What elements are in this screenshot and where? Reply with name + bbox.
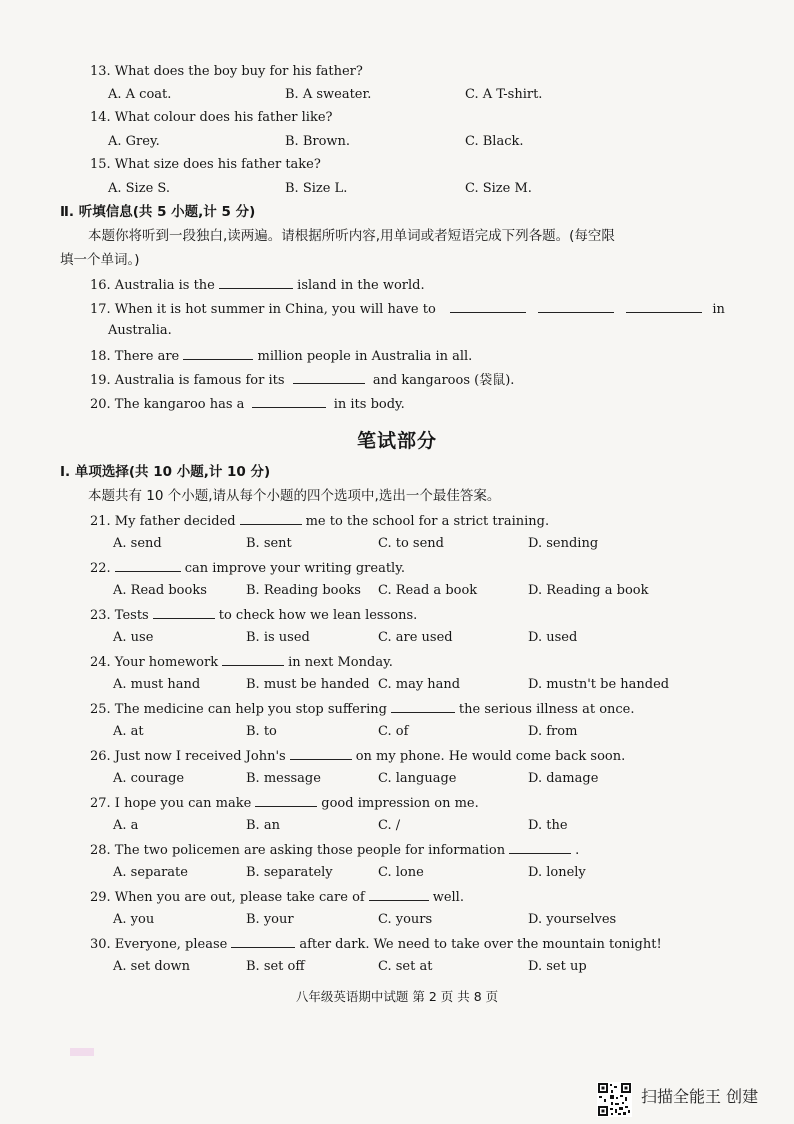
question-text-end: good impression on me. (321, 796, 479, 811)
option-30b[interactable]: B. set off (246, 959, 305, 974)
question-22 (90, 559, 405, 577)
option-29c[interactable]: C. yours (378, 912, 433, 927)
question-17-text-end: in (712, 302, 725, 317)
option-24c[interactable]: C. may hand (378, 677, 461, 692)
option-26b[interactable]: B. message (246, 771, 321, 786)
answer-blank[interactable] (231, 935, 295, 948)
section-1-instructions: 本题共有 10 个小题,请从每个小题的四个选项中,选出一个最佳答案。 (88, 488, 501, 504)
question-text: 27. I hope you can make (90, 796, 252, 811)
option-29a[interactable]: A. you (113, 912, 155, 927)
question-25 (90, 700, 635, 718)
question-13: 13. What does the boy buy for his father? (90, 64, 363, 79)
option-28c[interactable]: C. lone (378, 865, 424, 880)
section-2-instructions-cont: 填一个单词。) (60, 252, 140, 268)
question-23 (90, 606, 417, 624)
question-text-end: well. (432, 890, 464, 905)
option-14c: C. Black. (465, 134, 524, 149)
question-24 (90, 653, 393, 671)
option-15b: B. Size L. (285, 181, 348, 196)
question-17-cont: Australia. (108, 323, 172, 338)
question-19-text: 19. Australia is famous for its (90, 373, 285, 388)
question-text-end: . (575, 843, 580, 858)
question-19-text-end: and kangaroos (袋鼠). (372, 373, 515, 388)
answer-blank[interactable] (509, 841, 571, 854)
scanner-watermark: 扫描全能王 创建 (641, 1087, 759, 1106)
option-21d[interactable]: D. sending (528, 536, 599, 551)
question-text: 24. Your homework (90, 655, 219, 670)
option-29b[interactable]: B. your (246, 912, 294, 927)
option-22d[interactable]: D. Reading a book (528, 583, 649, 598)
question-20 (90, 395, 405, 413)
question-29 (90, 888, 464, 906)
question-16-text: 16. Australia is the (90, 278, 215, 293)
answer-blank[interactable] (391, 700, 455, 713)
option-25a[interactable]: A. at (113, 724, 144, 739)
option-26d[interactable]: D. damage (528, 771, 599, 786)
option-23c[interactable]: C. are used (378, 630, 453, 645)
option-27a[interactable]: A. a (113, 818, 139, 833)
answer-blank[interactable] (255, 794, 317, 807)
option-25c[interactable]: C. of (378, 724, 409, 739)
question-16-text-end: island in the world. (297, 278, 425, 293)
qr-code-icon (597, 1082, 632, 1117)
question-text: 29. When you are out, please take care of (90, 890, 365, 905)
answer-blank[interactable] (290, 747, 352, 760)
option-14b: B. Brown. (285, 134, 351, 149)
option-21b[interactable]: B. sent (246, 536, 292, 551)
question-20-text-end: in its body. (333, 397, 405, 412)
question-18-text-end: million people in Australia in all. (257, 349, 473, 364)
answer-blank[interactable] (293, 371, 365, 384)
question-15: 15. What size does his father take? (90, 157, 321, 172)
question-text: 28. The two policemen are asking those people for information (90, 843, 506, 858)
option-22b[interactable]: B. Reading books (246, 583, 361, 598)
question-text: 23. Tests (90, 608, 149, 623)
question-text: 26. Just now I received John's (90, 749, 286, 764)
question-text-end: can improve your writing greatly. (184, 561, 405, 576)
written-part-title: 笔试部分 (356, 430, 437, 452)
option-21a[interactable]: A. send (113, 536, 162, 551)
option-23a[interactable]: A. use (113, 630, 154, 645)
section-2-instructions: 本题你将听到一段独白,读两遍。请根据所听内容,用单词或者短语完成下列各题。(每空限 (88, 228, 615, 244)
option-13b: B. A sweater. (285, 87, 372, 102)
option-23b[interactable]: B. is used (246, 630, 310, 645)
question-text-end: on my phone. He would come back soon. (355, 749, 626, 764)
answer-blank[interactable] (115, 559, 181, 572)
question-18-text: 18. There are (90, 349, 180, 364)
question-17 (90, 300, 725, 318)
option-28d[interactable]: D. lonely (528, 865, 586, 880)
answer-blank[interactable] (153, 606, 215, 619)
option-27b[interactable]: B. an (246, 818, 280, 833)
option-28b[interactable]: B. separately (246, 865, 333, 880)
page-footer: 八年级英语期中试题 第 2 页 共 8 页 (295, 989, 499, 1004)
option-27c[interactable]: C. / (378, 818, 401, 833)
answer-blank[interactable] (219, 276, 293, 289)
question-text-end: the serious illness at once. (458, 702, 635, 717)
option-24b[interactable]: B. must be handed (246, 677, 370, 692)
question-20-text: 20. The kangaroo has a (90, 397, 245, 412)
option-26c[interactable]: C. language (378, 771, 457, 786)
section-2-title: Ⅱ. 听填信息(共 5 小题,计 5 分) (60, 204, 256, 220)
section-1-title: Ⅰ. 单项选择(共 10 小题,计 10 分) (60, 464, 271, 480)
question-16 (90, 276, 425, 294)
paper-smudge (70, 1048, 94, 1056)
question-text-end: in next Monday. (288, 655, 393, 670)
answer-blank[interactable] (538, 300, 614, 313)
option-27d[interactable]: D. the (528, 818, 568, 833)
question-18 (90, 347, 472, 365)
option-15a: A. Size S. (108, 181, 170, 196)
option-30d[interactable]: D. set up (528, 959, 587, 974)
answer-blank[interactable] (240, 512, 302, 525)
option-29d[interactable]: D. yourselves (528, 912, 617, 927)
option-30a[interactable]: A. set down (113, 959, 191, 974)
option-14a: A. Grey. (108, 134, 160, 149)
option-22a[interactable]: A. Read books (113, 583, 207, 598)
question-19 (90, 371, 514, 389)
question-text: 21. My father decided (90, 514, 236, 529)
option-25d[interactable]: D. from (528, 724, 578, 739)
option-24a[interactable]: A. must hand (113, 677, 201, 692)
question-text-end: me to the school for a strict training. (305, 514, 550, 529)
question-27 (90, 794, 479, 812)
question-30 (90, 935, 662, 953)
answer-blank[interactable] (183, 347, 253, 360)
question-17-text: 17. When it is hot summer in China, you will have to (90, 302, 436, 317)
option-23d[interactable]: D. used (528, 630, 578, 645)
option-30c[interactable]: C. set at (378, 959, 433, 974)
option-15c: C. Size M. (465, 181, 532, 196)
option-22c[interactable]: C. Read a book (378, 583, 478, 598)
option-25b[interactable]: B. to (246, 724, 277, 739)
answer-blank[interactable] (450, 300, 526, 313)
question-text: 30. Everyone, please (90, 937, 228, 952)
option-13a: A. A coat. (108, 87, 172, 102)
question-28 (90, 841, 579, 859)
answer-blank[interactable] (369, 888, 429, 901)
answer-blank[interactable] (626, 300, 702, 313)
question-text-end: after dark. We need to take over the mountain tonight! (299, 937, 662, 952)
question-text-end: to check how we lean lessons. (218, 608, 418, 623)
question-text: 25. The medicine can help you stop suffering (90, 702, 387, 717)
answer-blank[interactable] (252, 395, 326, 408)
option-13c: C. A T-shirt. (465, 87, 543, 102)
question-14: 14. What colour does his father like? (90, 110, 333, 125)
question-text: 22. (90, 561, 111, 576)
option-28a[interactable]: A. separate (113, 865, 188, 880)
option-26a[interactable]: A. courage (113, 771, 185, 786)
question-21 (90, 512, 549, 530)
option-21c[interactable]: C. to send (378, 536, 444, 551)
answer-blank[interactable] (222, 653, 284, 666)
question-26 (90, 747, 625, 765)
option-24d[interactable]: D. mustn't be handed (528, 677, 670, 692)
